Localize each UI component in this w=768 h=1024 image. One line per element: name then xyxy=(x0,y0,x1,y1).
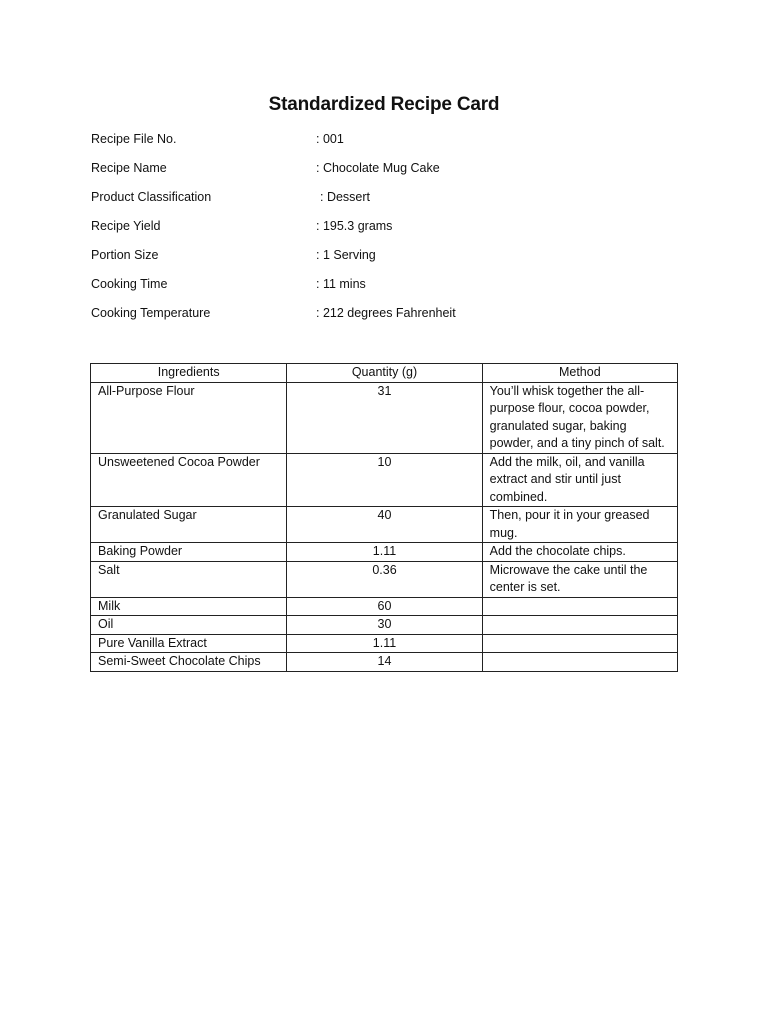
header-quantity: Quantity (g) xyxy=(287,364,482,383)
ingredient-cell: Baking Powder xyxy=(91,543,287,562)
ingredient-cell: Unsweetened Cocoa Powder xyxy=(91,453,287,507)
quantity-cell: 14 xyxy=(287,653,482,672)
ingredient-cell: All-Purpose Flour xyxy=(91,382,287,453)
recipe-table xyxy=(90,363,678,672)
info-value: : 11 mins xyxy=(316,277,366,291)
quantity-cell: 40 xyxy=(287,507,482,543)
ingredient-cell: Oil xyxy=(91,616,287,635)
info-label: Cooking Temperature xyxy=(91,306,211,320)
quantity-cell: 0.36 xyxy=(287,561,482,597)
info-label: Recipe Yield xyxy=(91,219,161,233)
method-cell: Add the milk, oil, and vanilla extract and stir until just combined. xyxy=(482,453,677,507)
method-cell: Add the chocolate chips. xyxy=(482,543,677,562)
table-row xyxy=(91,453,678,507)
table-row xyxy=(91,382,678,453)
table-row xyxy=(91,597,678,616)
method-cell xyxy=(482,634,677,653)
ingredient-cell: Salt xyxy=(91,561,287,597)
info-value: : Chocolate Mug Cake xyxy=(316,161,440,175)
method-cell: Microwave the cake until the center is set. xyxy=(482,561,677,597)
info-value: : 195.3 grams xyxy=(316,219,393,233)
ingredient-cell: Semi-Sweet Chocolate Chips xyxy=(91,653,287,672)
method-cell xyxy=(482,616,677,635)
quantity-cell: 60 xyxy=(287,597,482,616)
header-ingredients: Ingredients xyxy=(91,364,287,383)
info-value: : 1 Serving xyxy=(316,248,376,262)
table-row xyxy=(91,634,678,653)
quantity-cell: 1.11 xyxy=(287,634,482,653)
info-row-cooking-temperature xyxy=(91,306,691,326)
info-label: Recipe File No. xyxy=(91,132,177,146)
method-cell xyxy=(482,653,677,672)
quantity-cell: 10 xyxy=(287,453,482,507)
method-cell xyxy=(482,597,677,616)
info-label: Cooking Time xyxy=(91,277,168,291)
info-row-cooking-time xyxy=(91,277,691,297)
page-title: Standardized Recipe Card xyxy=(268,94,500,115)
table-header-row xyxy=(91,364,678,383)
info-row-file-no xyxy=(91,132,691,152)
method-cell: Then, pour it in your greased mug. xyxy=(482,507,677,543)
info-row-classification xyxy=(91,190,691,210)
ingredient-cell: Milk xyxy=(91,597,287,616)
header-method: Method xyxy=(482,364,677,383)
info-value: : Dessert xyxy=(320,190,371,204)
info-row-portion-size xyxy=(91,248,691,268)
table-row xyxy=(91,653,678,672)
ingredient-cell: Pure Vanilla Extract xyxy=(91,634,287,653)
info-label: Product Classification xyxy=(91,190,212,204)
quantity-cell: 1.11 xyxy=(287,543,482,562)
info-value: : 001 xyxy=(316,132,344,146)
table-row xyxy=(91,507,678,543)
table-row xyxy=(91,616,678,635)
method-cell: You’ll whisk together the all-purpose flour, cocoa powder, granulated sugar, baking powder, and a tiny pinch of salt. xyxy=(482,382,677,453)
table-row xyxy=(91,543,678,562)
quantity-cell: 30 xyxy=(287,616,482,635)
info-label: Portion Size xyxy=(91,248,159,262)
info-row-recipe-name xyxy=(91,161,691,181)
info-value: : 212 degrees Fahrenheit xyxy=(316,306,456,320)
info-label: Recipe Name xyxy=(91,161,167,175)
table-row xyxy=(91,561,678,597)
info-row-yield xyxy=(91,219,691,239)
quantity-cell: 31 xyxy=(287,382,482,453)
ingredient-cell: Granulated Sugar xyxy=(91,507,287,543)
